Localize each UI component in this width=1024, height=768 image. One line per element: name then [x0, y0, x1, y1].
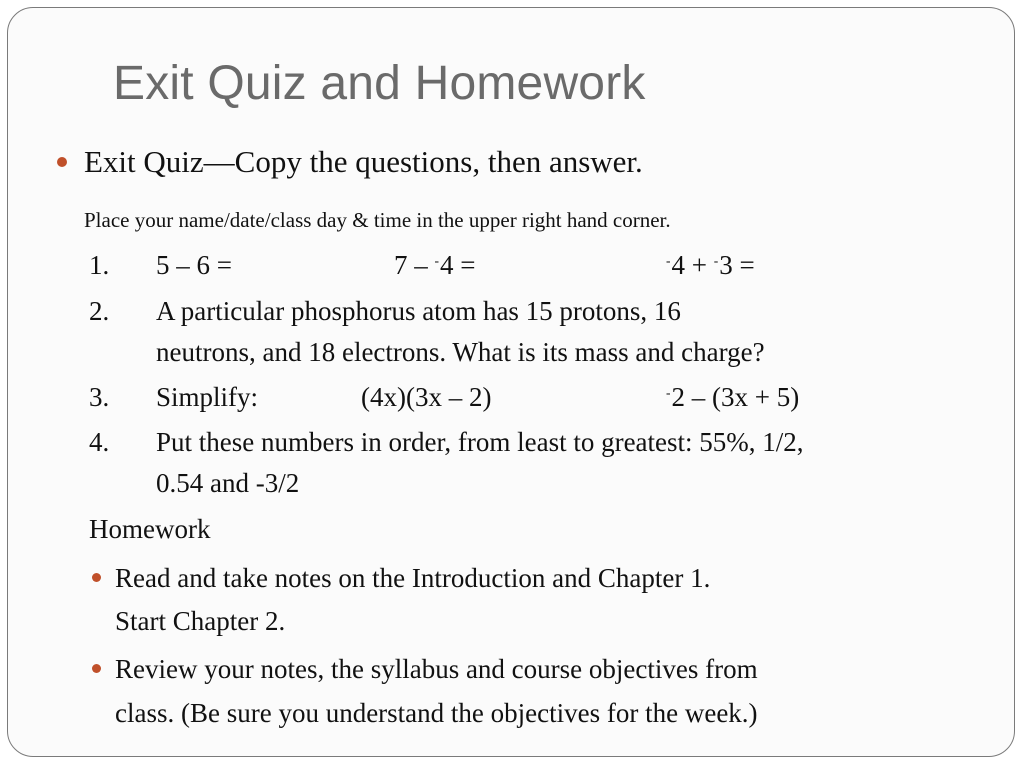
question-number: 3. — [89, 382, 110, 412]
bullet-icon — [92, 664, 101, 673]
bullet-icon — [57, 157, 67, 167]
question-1-part-b: 7 – -4 = — [394, 250, 476, 280]
exit-quiz-heading: Exit Quiz—Copy the questions, then answer. — [84, 144, 643, 179]
exit-quiz-instruction: Place your name/date/class day & time in the upper right hand corner. — [84, 208, 671, 232]
homework-item-line: Read and take notes on the Introduction and Chapter 1. — [115, 563, 711, 593]
question-3-expression-b: -2 – (3x + 5) — [666, 382, 800, 412]
homework-heading: Homework — [89, 514, 211, 544]
homework-item-line: Review your notes, the syllabus and course objectives from — [115, 654, 758, 684]
question-2-line: A particular phosphorus atom has 15 protons, 16 — [156, 296, 681, 326]
question-1-part-c: -4 + -3 = — [666, 250, 755, 280]
question-3-label: Simplify: — [156, 382, 259, 412]
slide-title: Exit Quiz and Homework — [113, 57, 646, 110]
question-number: 1. — [89, 250, 110, 280]
bullet-icon — [92, 573, 101, 582]
homework-item-line: Start Chapter 2. — [115, 606, 286, 636]
question-4-line: 0.54 and -3/2 — [156, 468, 300, 498]
homework-item-line: class. (Be sure you understand the objectives for the week.) — [115, 698, 758, 728]
question-2-line: neutrons, and 18 electrons. What is its mass and charge? — [156, 337, 765, 367]
question-4-line: Put these numbers in order, from least to greatest: 55%, 1/2, — [156, 427, 804, 457]
question-number: 2. — [89, 296, 110, 326]
question-3-expression-a: (4x)(3x – 2) — [361, 382, 492, 412]
question-1-part-a: 5 – 6 = — [156, 250, 232, 280]
question-number: 4. — [89, 427, 110, 457]
